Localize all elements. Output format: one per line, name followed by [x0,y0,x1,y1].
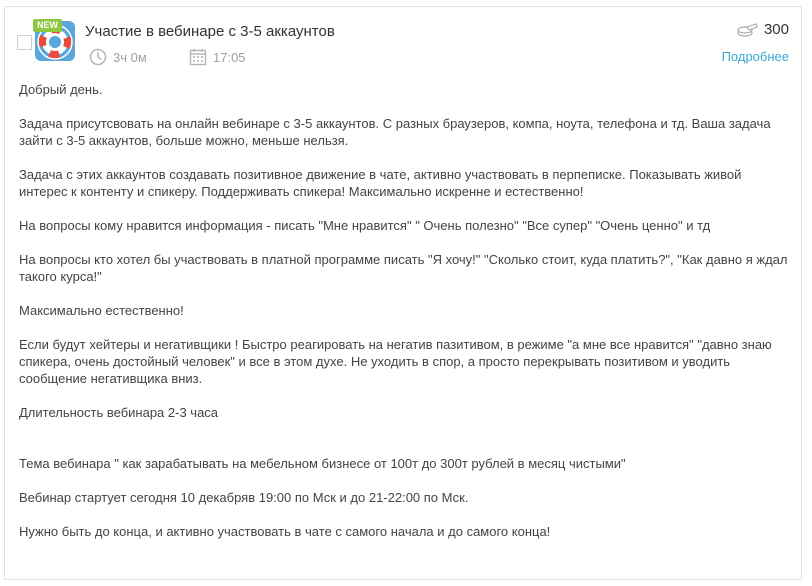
price-value: 300 [763,21,789,38]
details-link[interactable]: Подробнее [721,49,789,64]
description-paragraph: Длительность вебинара 2-3 часа [19,405,219,420]
task-card [4,6,802,580]
time-meta [189,48,246,66]
description-paragraph: Нужно быть до конца, и активно участвовать в чате с самого начала и до самого конца! [19,524,551,539]
new-badge: NEW [33,19,62,32]
description-paragraph: Вебинар стартует сегодня 10 декабряв 19:00 по Мск и до 21-22:00 по Мск. [19,490,469,505]
coins-icon [736,22,758,38]
description-paragraph: На вопросы кто хотел бы участвовать в платной программе писать "Я хочу!" "Сколько стоит, куда платить?", "Как давно я ждал такого курса!" [19,252,788,284]
clock-icon [89,48,107,66]
duration-text: 3ч 0м [113,49,147,65]
select-checkbox[interactable] [17,35,32,50]
task-price [736,21,789,38]
description-paragraph: Задача присутсвовать на онлайн вебинаре с 3-5 аккаунтов. С разных браузеров, компа, ноута, телефона и тд. Ваша задача зайти с 3-5 аккаунтов, больше можно, меньше нельзя. [19,116,771,148]
duration-meta [89,48,147,66]
description-paragraph: На вопросы кому нравится информация - писать "Мне нравится" " Очень полезно" "Все супер" "Очень ценно" и тд [19,218,711,233]
description-paragraph: Если будут хейтеры и негативщики ! Быстро реагировать на негатив пазитивом, в режиме "а мне все нравится" "давно знаю спикера, очень достойный человек" и все в этом духе. Не уходить в спор, а просто перекрывать позитивом и уводить сообщение негативщика вниз. [19,337,772,386]
task-description [19,81,789,557]
time-text: 17:05 [213,49,246,65]
description-paragraph: Максимально естественно! [19,303,184,318]
description-paragraph: Тема вебинара " как зарабатывать на мебельном бизнесе от 100т до 300т рублей в месяц чистыми" [19,456,626,471]
description-paragraph: Добрый день. [19,82,103,97]
task-title[interactable]: Участие в вебинаре с 3-5 аккаунтов [85,23,335,40]
description-paragraph: Задача с этих аккаунтов создавать позитивное движение в чате, активно участвовать в перпеписке. Показывать живой интерес к контенту и спикеру. Поддерживать спикера! Максимально искренне и естественно! [19,167,742,199]
calendar-icon [189,48,207,66]
